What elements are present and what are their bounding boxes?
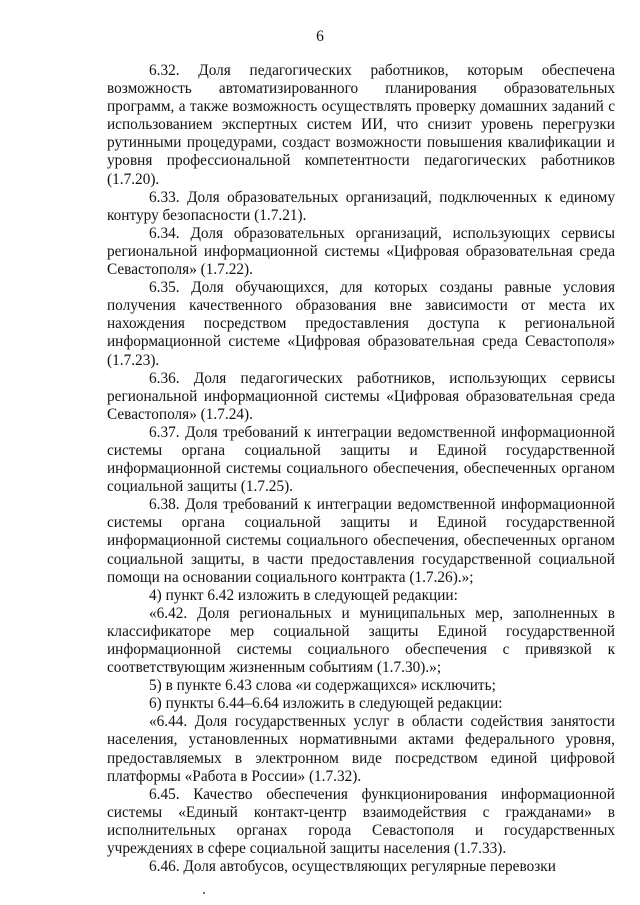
paragraph-6-32: 6.32. Доля педагогических работников, которым обеспечена возможность автоматизированного планирования образовательных программ, а также возможность осуществлять проверку домашних заданий с использованием экспертных систем ИИ, что снизит уровень перегрузки рутинными процедурами, создаст возможности повышения квалификации и уровня профессиональной компетентности педагогических работников (1.7.20). xyxy=(107,62,615,188)
paragraph-6-36: 6.36. Доля педагогических работников, использующих сервисы региональной информационной системы «Цифровая образовательная среда Севастополя» (1.7.24). xyxy=(107,369,615,423)
paragraph-6-37: 6.37. Доля требований к интеграции ведомственной информационной системы органа социальной защиты и Единой государственной информационной системы социального обеспечения, обеспеченных органом социальной защиты (1.7.25). xyxy=(107,423,615,496)
paragraph-6-45: 6.45. Качество обеспечения функционирования информационной системы «Единый контакт-центр взаимодействия с гражданами» в исполнительных органах города Севастополя и государственных учреждениях в сфере социальной защиты населения (1.7.33). xyxy=(107,785,615,858)
paragraph-6-38: 6.38. Доля требований к интеграции ведомственной информационной системы органа социальной защиты и Единой государственной информационной системы социального обеспечения, обеспеченных органом социальной защиты, в части предоставления государственной социальной помощи на основании социального контракта (1.7.26).»; xyxy=(107,496,615,586)
paragraph-6-46: 6.46. Доля автобусов, осуществляющих регулярные перевозки xyxy=(149,858,556,876)
paragraph-6-44: «6.44. Доля государственных услуг в области содействия занятости населения, установленных нормативными актами федерального уровня, предоставляемых в электронном виде посредством единой цифровой платформы «Работа в России» (1.7.32). xyxy=(107,713,615,785)
scan-speck xyxy=(203,892,205,894)
amendment-item-5: 5) в пункте 6.43 слова «и содержащихся» исключить; xyxy=(149,677,496,695)
paragraph-6-35: 6.35. Доля обучающихся, для которых созданы равные условия получения качественного образования вне зависимости от места их нахождения посредством предоставления доступа к региональной информационной системе «Цифровая образовательная среда Севастополя» (1.7.23). xyxy=(107,279,615,369)
page-number: 6 xyxy=(316,28,324,45)
amendment-item-4: 4) пункт 6.42 изложить в следующей редакции: xyxy=(149,586,458,604)
paragraph-6-33: 6.33. Доля образовательных организаций, подключенных к единому контуру безопасности (1.7.21). xyxy=(107,188,615,224)
amendment-item-6: 6) пункты 6.44–6.64 изложить в следующей редакции: xyxy=(149,695,503,713)
paragraph-6-34: 6.34. Доля образовательных организаций, использующих сервисы региональной информационной системы «Цифровая образовательная среда Севастополя» (1.7.22). xyxy=(107,224,615,279)
document-body xyxy=(107,62,615,876)
paragraph-6-42: «6.42. Доля региональных и муниципальных мер, заполненных в классификаторе мер социальной защиты Единой государственной информационной системы социального обеспечения с привязкой к соответствующим жизненным событиям (1.7.30).»; xyxy=(107,604,615,677)
